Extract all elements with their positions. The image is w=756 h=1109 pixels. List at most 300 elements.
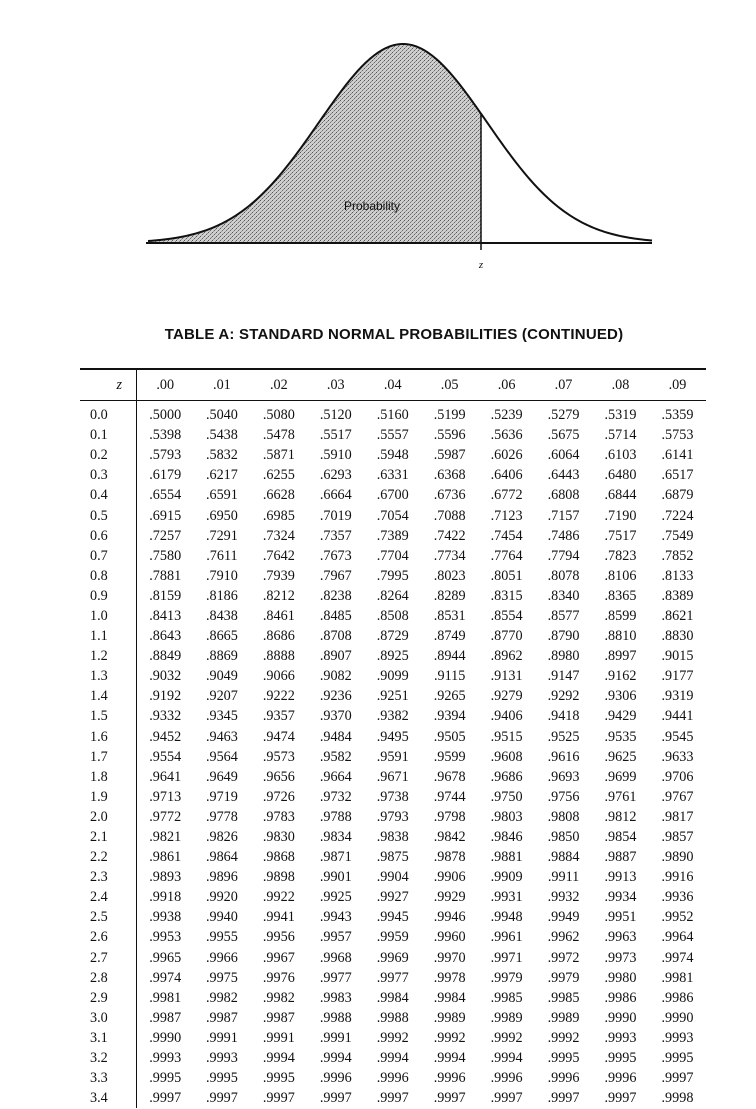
probability-cell: .9946 — [433, 909, 466, 926]
probability-cell: .6844 — [604, 487, 637, 504]
probability-cell: .9996 — [376, 1070, 409, 1087]
probability-cell: .9945 — [376, 909, 409, 926]
normal-curve-figure — [0, 0, 756, 290]
probability-cell: .8485 — [319, 607, 352, 624]
probability-cell: .5160 — [376, 407, 409, 424]
probability-cell: .8389 — [661, 587, 694, 604]
probability-cell: .7454 — [490, 527, 523, 544]
probability-cell: .8508 — [376, 607, 409, 624]
probability-cell: .9641 — [149, 768, 182, 785]
z-value-cell: 2.2 — [80, 847, 137, 867]
table-row — [80, 666, 706, 686]
probability-cell: .8849 — [149, 648, 182, 665]
probability-cell: .8413 — [149, 607, 182, 624]
probability-cell: .9971 — [490, 949, 523, 966]
probability-cell: .8554 — [490, 607, 523, 624]
probability-cell: .9573 — [262, 748, 295, 765]
table-header-row — [80, 369, 706, 401]
probability-cell: .8665 — [205, 628, 238, 645]
probability-cell: .9767 — [661, 788, 694, 805]
probability-label: Probability — [343, 199, 401, 213]
probability-cell: .8159 — [149, 587, 182, 604]
probability-cell: .6628 — [262, 487, 295, 504]
probability-cell: .7823 — [604, 547, 637, 564]
z-value-cell: 3.2 — [80, 1048, 137, 1068]
probability-cell: .9957 — [319, 929, 352, 946]
z-value-cell: 1.1 — [80, 626, 137, 646]
probability-cell: .9964 — [661, 929, 694, 946]
probability-cell: .9992 — [376, 1029, 409, 1046]
z-column-header: z — [80, 369, 137, 401]
table-row — [80, 747, 706, 767]
probability-cell: .7939 — [262, 567, 295, 584]
probability-cell: .9995 — [149, 1070, 182, 1087]
probability-cell: .9032 — [149, 668, 182, 685]
probability-cell: .7486 — [547, 527, 580, 544]
table-row — [80, 948, 706, 968]
probability-cell: .9599 — [433, 748, 466, 765]
probability-cell: .9750 — [490, 788, 523, 805]
probability-cell: .9987 — [262, 1009, 295, 1026]
probability-cell: .8461 — [262, 607, 295, 624]
z-value-cell: 2.0 — [80, 807, 137, 827]
probability-cell: .9913 — [604, 869, 637, 886]
probability-cell: .9996 — [547, 1070, 580, 1087]
probability-cell: .9726 — [262, 788, 295, 805]
table-row — [80, 1008, 706, 1028]
probability-cell: .9960 — [433, 929, 466, 946]
probability-cell: .9671 — [376, 768, 409, 785]
probability-cell: .5000 — [149, 407, 182, 424]
probability-cell: .9793 — [376, 808, 409, 825]
probability-cell: .5279 — [547, 407, 580, 424]
probability-cell: .9968 — [319, 949, 352, 966]
probability-cell: .6554 — [149, 487, 182, 504]
probability-cell: .9474 — [262, 728, 295, 745]
z-value-cell: 1.3 — [80, 666, 137, 686]
probability-cell: .9956 — [262, 929, 295, 946]
table-row — [80, 646, 706, 666]
probability-cell: .9678 — [433, 768, 466, 785]
probability-cell: .9535 — [604, 728, 637, 745]
probability-cell: .6808 — [547, 487, 580, 504]
probability-cell: .9997 — [490, 1090, 523, 1107]
probability-cell: .9564 — [205, 748, 238, 765]
probability-cell: .9826 — [205, 829, 238, 846]
probability-cell: .7157 — [547, 507, 580, 524]
probability-cell: .9996 — [433, 1070, 466, 1087]
probability-cell: .9922 — [262, 889, 295, 906]
probability-cell: .8790 — [547, 628, 580, 645]
z-value-cell: 1.8 — [80, 767, 137, 787]
probability-cell: .9656 — [262, 768, 295, 785]
probability-cell: .9994 — [376, 1050, 409, 1067]
probability-cell: .6293 — [319, 467, 352, 484]
probability-cell: .9864 — [205, 849, 238, 866]
probability-cell: .9798 — [433, 808, 466, 825]
probability-cell: .9970 — [433, 949, 466, 966]
probability-cell: .9345 — [205, 708, 238, 725]
z-value-cell: 0.0 — [80, 401, 137, 426]
column-header: .02 — [269, 376, 288, 393]
probability-cell: .7734 — [433, 547, 466, 564]
probability-cell: .8051 — [490, 567, 523, 584]
probability-cell: .8962 — [490, 648, 523, 665]
probability-cell: .9994 — [490, 1050, 523, 1067]
probability-cell: .9951 — [604, 909, 637, 926]
probability-cell: .7673 — [319, 547, 352, 564]
probability-cell: .7324 — [262, 527, 295, 544]
probability-cell: .5987 — [433, 447, 466, 464]
probability-cell: .5080 — [262, 407, 295, 424]
probability-cell: .9927 — [376, 889, 409, 906]
probability-cell: .9783 — [262, 808, 295, 825]
probability-cell: .9066 — [262, 668, 295, 685]
z-value-cell: 0.9 — [80, 586, 137, 606]
probability-cell: .9738 — [376, 788, 409, 805]
table-row — [80, 586, 706, 606]
probability-cell: .7704 — [376, 547, 409, 564]
probability-cell: .8925 — [376, 648, 409, 665]
probability-cell: .9986 — [604, 989, 637, 1006]
table-row — [80, 887, 706, 907]
probability-cell: .9929 — [433, 889, 466, 906]
table-row — [80, 787, 706, 807]
probability-cell: .7054 — [376, 507, 409, 524]
probability-cell: .8531 — [433, 607, 466, 624]
probability-cell: .9693 — [547, 768, 580, 785]
probability-cell: .9982 — [205, 989, 238, 1006]
z-value-cell: 1.6 — [80, 727, 137, 747]
table-row — [80, 465, 706, 485]
probability-cell: .5793 — [149, 447, 182, 464]
probability-cell: .5199 — [433, 407, 466, 424]
probability-cell: .9515 — [490, 728, 523, 745]
probability-cell: .8729 — [376, 628, 409, 645]
probability-cell: .9878 — [433, 849, 466, 866]
probability-cell: .9996 — [319, 1070, 352, 1087]
probability-cell: .8599 — [604, 607, 637, 624]
probability-cell: .9990 — [661, 1009, 694, 1026]
probability-cell: .6103 — [604, 447, 637, 464]
probability-cell: .9995 — [205, 1070, 238, 1087]
probability-cell: .9980 — [604, 969, 637, 986]
table-row — [80, 847, 706, 867]
probability-cell: .9992 — [433, 1029, 466, 1046]
probability-cell: .5359 — [661, 407, 694, 424]
probability-cell: .9948 — [490, 909, 523, 926]
table-row — [80, 727, 706, 747]
probability-cell: .8810 — [604, 628, 637, 645]
table-row — [80, 706, 706, 726]
probability-cell: .9949 — [547, 909, 580, 926]
table-row — [80, 827, 706, 847]
z-value-cell: 2.4 — [80, 887, 137, 907]
z-value-cell: 1.2 — [80, 646, 137, 666]
probability-cell: .9984 — [376, 989, 409, 1006]
column-header: .08 — [611, 376, 630, 393]
probability-cell: .9938 — [149, 909, 182, 926]
probability-cell: .9463 — [205, 728, 238, 745]
probability-cell: .9981 — [661, 969, 694, 986]
probability-cell: .9989 — [433, 1009, 466, 1026]
probability-cell: .6591 — [205, 487, 238, 504]
probability-cell: .7190 — [604, 507, 637, 524]
table-row — [80, 767, 706, 787]
probability-cell: .6480 — [604, 467, 637, 484]
probability-cell: .5120 — [319, 407, 352, 424]
probability-cell: .5675 — [547, 427, 580, 444]
z-value-cell: 2.9 — [80, 988, 137, 1008]
probability-cell: .8133 — [661, 567, 694, 584]
probability-cell: .9987 — [149, 1009, 182, 1026]
probability-cell: .9990 — [149, 1029, 182, 1046]
probability-cell: .9981 — [149, 989, 182, 1006]
probability-cell: .9997 — [661, 1070, 694, 1087]
probability-cell: .9969 — [376, 949, 409, 966]
table-row — [80, 907, 706, 927]
probability-cell: .9616 — [547, 748, 580, 765]
probability-cell: .9936 — [661, 889, 694, 906]
probability-cell: .7422 — [433, 527, 466, 544]
probability-cell: .9995 — [262, 1070, 295, 1087]
probability-cell: .8997 — [604, 648, 637, 665]
probability-cell: .5557 — [376, 427, 409, 444]
probability-cell: .8264 — [376, 587, 409, 604]
probability-cell: .7088 — [433, 507, 466, 524]
probability-cell: .9997 — [376, 1090, 409, 1107]
probability-cell: .9887 — [604, 849, 637, 866]
probability-cell: .6026 — [490, 447, 523, 464]
probability-cell: .9997 — [604, 1090, 637, 1107]
probability-cell: .9236 — [319, 688, 352, 705]
probability-cell: .8577 — [547, 607, 580, 624]
table-row — [80, 445, 706, 465]
probability-cell: .8708 — [319, 628, 352, 645]
probability-cell: .6736 — [433, 487, 466, 504]
probability-cell: .5910 — [319, 447, 352, 464]
table-row — [80, 1028, 706, 1048]
probability-cell: .9898 — [262, 869, 295, 886]
probability-cell: .5239 — [490, 407, 523, 424]
probability-cell: .9998 — [661, 1090, 694, 1107]
probability-cell: .9904 — [376, 869, 409, 886]
probability-cell: .9582 — [319, 748, 352, 765]
probability-cell: .8106 — [604, 567, 637, 584]
z-value-cell: 0.6 — [80, 526, 137, 546]
probability-cell: .9992 — [490, 1029, 523, 1046]
probability-cell: .7611 — [206, 547, 238, 564]
probability-cell: .9909 — [490, 869, 523, 886]
probability-cell: .9984 — [433, 989, 466, 1006]
probability-cell: .9830 — [262, 829, 295, 846]
probability-cell: .6331 — [376, 467, 409, 484]
probability-cell: .9893 — [149, 869, 182, 886]
probability-cell: .7257 — [149, 527, 182, 544]
probability-cell: .9821 — [149, 829, 182, 846]
table-row — [80, 1088, 706, 1108]
table-row — [80, 626, 706, 646]
column-header: .03 — [326, 376, 345, 393]
z-value-cell: 2.1 — [80, 827, 137, 847]
probability-cell: .9978 — [433, 969, 466, 986]
z-value-cell: 2.6 — [80, 927, 137, 947]
probability-cell: .8289 — [433, 587, 466, 604]
probability-cell: .9985 — [547, 989, 580, 1006]
probability-cell: .9452 — [149, 728, 182, 745]
probability-cell: .9911 — [547, 869, 580, 886]
probability-cell: .9306 — [604, 688, 637, 705]
probability-cell: .9633 — [661, 748, 694, 765]
probability-cell: .9962 — [547, 929, 580, 946]
table-row — [80, 807, 706, 827]
probability-cell: .8438 — [205, 607, 238, 624]
table-row — [80, 566, 706, 586]
probability-cell: .9986 — [661, 989, 694, 1006]
probability-cell: .9993 — [661, 1029, 694, 1046]
probability-cell: .9608 — [490, 748, 523, 765]
probability-cell: .9664 — [319, 768, 352, 785]
probability-cell: .9991 — [205, 1029, 238, 1046]
probability-cell: .9989 — [490, 1009, 523, 1026]
probability-cell: .9756 — [547, 788, 580, 805]
z-value-cell: 1.0 — [80, 606, 137, 626]
probability-cell: .5596 — [433, 427, 466, 444]
probability-cell: .9972 — [547, 949, 580, 966]
probability-cell: .9901 — [319, 869, 352, 886]
probability-cell: .9772 — [149, 808, 182, 825]
probability-cell: .9916 — [661, 869, 694, 886]
probability-cell: .9131 — [490, 668, 523, 685]
z-value-cell: 0.4 — [80, 485, 137, 505]
probability-cell: .9973 — [604, 949, 637, 966]
z-value-cell: 0.7 — [80, 546, 137, 566]
probability-cell: .9997 — [262, 1090, 295, 1107]
probability-cell: .8944 — [433, 648, 466, 665]
probability-cell: .9545 — [661, 728, 694, 745]
probability-cell: .5948 — [376, 447, 409, 464]
probability-cell: .9147 — [547, 668, 580, 685]
probability-cell: .9918 — [149, 889, 182, 906]
table-row — [80, 505, 706, 525]
z-value-cell: 3.3 — [80, 1068, 137, 1088]
probability-cell: .9803 — [490, 808, 523, 825]
probability-cell: .8621 — [661, 607, 694, 624]
probability-cell: .7517 — [604, 527, 637, 544]
probability-cell: .9884 — [547, 849, 580, 866]
probability-cell: .6664 — [319, 487, 352, 504]
probability-cell: .9985 — [490, 989, 523, 1006]
probability-cell: .9207 — [205, 688, 238, 705]
table-row — [80, 1048, 706, 1068]
z-value-cell: 3.4 — [80, 1088, 137, 1108]
probability-cell: .9932 — [547, 889, 580, 906]
probability-cell: .8023 — [433, 567, 466, 584]
probability-cell: .9906 — [433, 869, 466, 886]
probability-cell: .9995 — [604, 1050, 637, 1067]
probability-cell: .9983 — [319, 989, 352, 1006]
probability-cell: .9706 — [661, 768, 694, 785]
probability-cell: .7910 — [205, 567, 238, 584]
probability-cell: .9265 — [433, 688, 466, 705]
probability-cell: .5636 — [490, 427, 523, 444]
probability-cell: .9251 — [376, 688, 409, 705]
probability-cell: .9812 — [604, 808, 637, 825]
probability-cell: .5040 — [205, 407, 238, 424]
probability-cell: .9332 — [149, 708, 182, 725]
table-row — [80, 1068, 706, 1088]
z-value-cell: 3.1 — [80, 1028, 137, 1048]
probability-cell: .7224 — [661, 507, 694, 524]
table-row — [80, 686, 706, 706]
probability-cell: .5517 — [319, 427, 352, 444]
probability-cell: .8315 — [490, 587, 523, 604]
probability-cell: .9990 — [604, 1009, 637, 1026]
probability-cell: .7580 — [149, 547, 182, 564]
probability-cell: .6517 — [661, 467, 694, 484]
probability-cell: .9952 — [661, 909, 694, 926]
probability-cell: .6064 — [547, 447, 580, 464]
probability-cell: .9997 — [319, 1090, 352, 1107]
probability-cell: .9881 — [490, 849, 523, 866]
probability-cell: .9934 — [604, 889, 637, 906]
probability-cell: .9857 — [661, 829, 694, 846]
probability-cell: .5438 — [205, 427, 238, 444]
probability-cell: .9744 — [433, 788, 466, 805]
probability-cell: .9370 — [319, 708, 352, 725]
probability-cell: .6406 — [490, 467, 523, 484]
probability-cell: .5398 — [149, 427, 182, 444]
probability-cell: .9988 — [376, 1009, 409, 1026]
column-header: .09 — [668, 376, 687, 393]
table-row — [80, 988, 706, 1008]
probability-cell: .9406 — [490, 708, 523, 725]
probability-cell: .9222 — [262, 688, 295, 705]
probability-cell: .9115 — [433, 668, 466, 685]
probability-cell: .8238 — [319, 587, 352, 604]
probability-cell: .9441 — [661, 708, 694, 725]
probability-cell: .9591 — [376, 748, 409, 765]
probability-cell: .9996 — [490, 1070, 523, 1087]
probability-cell: .9994 — [433, 1050, 466, 1067]
z-value-cell: 0.2 — [80, 445, 137, 465]
probability-cell: .7764 — [490, 547, 523, 564]
probability-cell: .9991 — [262, 1029, 295, 1046]
probability-cell: .9838 — [376, 829, 409, 846]
column-header: .00 — [156, 376, 175, 393]
probability-cell: .7794 — [547, 547, 580, 564]
probability-cell: .9871 — [319, 849, 352, 866]
probability-cell: .6141 — [661, 447, 694, 464]
table-row — [80, 927, 706, 947]
column-header: .07 — [554, 376, 573, 393]
probability-cell: .9943 — [319, 909, 352, 926]
probability-cell: .9992 — [547, 1029, 580, 1046]
probability-cell: .9996 — [604, 1070, 637, 1087]
z-value-cell: 2.8 — [80, 968, 137, 988]
probability-cell: .6179 — [149, 467, 182, 484]
probability-cell: .7291 — [205, 527, 238, 544]
probability-cell: .9953 — [149, 929, 182, 946]
probability-cell: .8340 — [547, 587, 580, 604]
probability-cell: .9686 — [490, 768, 523, 785]
probability-cell: .9788 — [319, 808, 352, 825]
probability-cell: .9967 — [262, 949, 295, 966]
probability-cell: .9994 — [262, 1050, 295, 1067]
z-value-cell: 1.4 — [80, 686, 137, 706]
probability-cell: .9982 — [262, 989, 295, 1006]
probability-cell: .5478 — [262, 427, 295, 444]
